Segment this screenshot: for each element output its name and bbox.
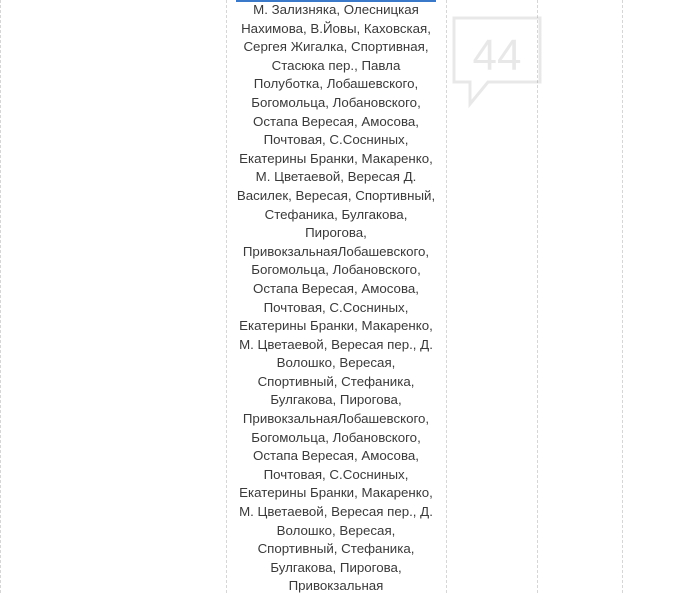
- watermark-number: 44: [472, 31, 522, 80]
- chat-bubble-logo-icon: [448, 12, 698, 112]
- cell-top-accent: [236, 0, 436, 2]
- site-logo-watermark: [448, 12, 698, 112]
- street-list-text: М. Зализняка, Олесницкая Нахимова, В.Йовы, Каховская, Сергея Жигалка, Спортивная, Стасюка пер., Павла Полуботка, Лобашевского, Богомольца, Лобановского, Остапа Вересая, Амосова, Почтовая, С.Сосниных, Екатерины Бранки, Макаренко, М. Цветаевой, Вересая Д. Василек, Вересая, Спортивный, Стефаника, Булгакова, Пирогова, ПривокзальнаяЛобашевского, Богомольца, Лобановского, Остапа Вересая, Амосова, Почтовая, С.Сосниных, Екатерины Бранки, Макаренко, М. Цветаевой, Вересая пер., Д. Волошко, Вересая, Спортивный, Стефаника, Булгакова, Пирогова, ПривокзальнаяЛобашевского, Богомольца, Лобановского, Остапа Вересая, Амосова, Почтовая, С.Сосниных, Екатерины Бранки, Макаренко, М. Цветаевой, Вересая пер., Д. Волошко, Вересая, Спортивный, Стефаника, Булгакова, Пирогова, Привокзальная: [236, 2, 436, 593]
- table-column-divider: [0, 0, 1, 593]
- table-column-divider: [446, 0, 447, 593]
- table-cell-streets: [226, 0, 446, 593]
